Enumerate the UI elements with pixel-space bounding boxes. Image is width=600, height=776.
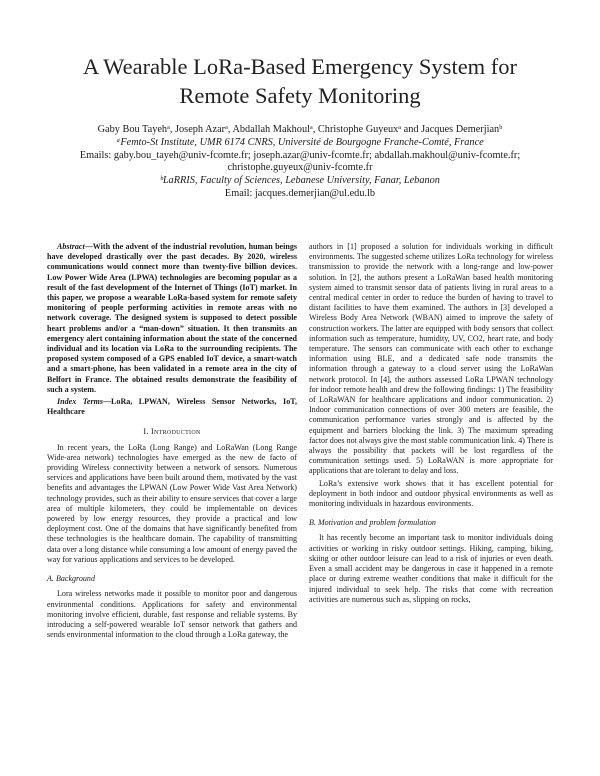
- intro-paragraph: In recent years, the LoRa (Long Range) and LoRaWan (Long Range Wide-area network) technologies have emerged as the new de facto of providing Wireless connectivity between a network of sensors. Numerous services and applications have been built around them, motivated by the vast benefits and advantages the LPWAN (Low Power Wide Vast Area Network) technology provides, such as their ability to ensure services that cover a large area of multiple kilometers, they could be implementable on devices powered by low energy resources, they provide a practical and low deployment cost. One of the domains that have significantly benefited from these technologies is the healthcare domain. The capability of transmitting data over a long distance while consuming a low amount of energy paved the way for various applications and services to be developed.: [47, 442, 297, 564]
- background-paragraph: Lora wireless networks made it possible to monitor poor and dangerous environmental conditions. Applications for safety and environmental monitoring involve efficient, durable, fast response and reliable systems. By introducing a self-powered wearable IoT sensor network that gathers and sends environmental information to the cloud through a LoRa gateway, the: [47, 589, 297, 640]
- paper-title: [20, 52, 580, 110]
- motivation-paragraph: It has recently become an important task to monitor individuals doing activities or working in risky outdoor settings. Hiking, camping, biking, skiing or other outdoor leisure can lead to a risk of injuries or even death. Even a small accident may be dangerous in case it happened in a remote place or during extreme weather conditions that make it difficult for the injured individual to seek help. The risks that come with recreation activities are numerous such as, slipping on rocks,: [309, 533, 553, 604]
- affiliation-a: ᵃFemto-St Institute, UMR 6174 CNRS, Université de Bourgogne Franche-Comté, France: [116, 136, 484, 148]
- email-b: Email: jacques.demerjian@ul.edu.lb: [224, 187, 376, 199]
- abstract-label: Abstract: [57, 242, 85, 251]
- author-block: [20, 124, 580, 201]
- section-heading-introduction: I. Introduction: [143, 427, 201, 437]
- abstract: [47, 242, 297, 395]
- title-line-2: Remote Safety Monitoring: [179, 83, 421, 108]
- right-column: [309, 242, 553, 605]
- subsection-heading-motivation: B. Motivation and problem formulation: [309, 518, 436, 528]
- left-column: [47, 242, 297, 640]
- abstract-text: —With the advent of the industrial revolution, human beings have developed drastically over the past decades. By 2020, wireless communications would connect more than twenty-five billion devices. Low Power Wide Area (LPWA) technologies are becoming popular as a result of the fast development of the Internet of Things (IoT) market. In this paper, we propose a wearable LoRa-based system for remote safety monitoring of people performing activities in remote areas with no network coverage. The designed system is supposed to detect possible heart problems and/or a “man-down” situation. It then transmits an emergency alert containing information about the state of the concerned individual and its location via LoRa to the surrounding recipients. The proposed system composed of a GPS enabled IoT device, a smart-watch and a smart-phone, has been validated in a remote area in the city of Belfort in France. The obtained results demonstrate the feasibility of such a system.: [47, 242, 297, 394]
- affiliation-b: ᵇLaRRIS, Faculty of Sciences, Lebanese University, Fanar, Lebanon: [160, 175, 440, 187]
- index-terms-text: —LoRa, LPWAN, Wireless Sensor Networks, IoT, Healthcare: [47, 397, 297, 417]
- related-work-paragraph: authors in [1] proposed a solution for individuals working in difficult environments. The suggested scheme utilizes LoRa technology for wireless transmission to provide the network with a long-range and low-power solution. In [2], the authors present a LoRaWan based health monitoring system aimed to transmit sensor data of patients living in rural areas to a central medical center in order to reduce the burden of having to travel to distant facilities to have them examined. The authors in [3] developed a Wireless Body Area Network (WBAN) aimed to improve the safety of construction workers. The latter are equipped with body sensors that collect information such as temperature, humidity, UV, CO2, heart rate, and body temperature. The sensors can communicate with each other to exchange information using BLE, and a dedicated safe node transmits the information through a gateway to a cloud server using the LoRaWan network protocol. In [4], the authors assessed LoRa LPWAN technology for indoor remote health and drew the following findings: 1) The feasibility of LoRaWAN for healthcare applications and indoor communication. 2) Indoor communication connections of over 300 meters are feasible, the communication performance varies strongly and is affected by the equipment and barriers blocking the link. 3) The maximum spreading factor does not always give the most stable communication link. 4) There is always the possibility that packets will be lost regardless of the communication settings used. 5) LoRaWAN is more appropriate for applications that are tolerant to delay and loss.: [309, 242, 553, 476]
- emails-a-line-1: Emails: gaby.bou_tayeh@univ-fcomte.fr; joseph.azar@univ-fcomte.fr; abdallah.makhoul@univ-fcomte.fr;: [79, 149, 521, 161]
- emails-a-line-2: christophe.guyeux@univ-fcomte.fr: [227, 162, 373, 174]
- subsection-heading-background: A. Background: [47, 574, 95, 584]
- title-line-1: A Wearable LoRa-Based Emergency System for: [82, 54, 518, 79]
- author-list: Gaby Bou Tayehᵃ, Joseph Azarᵃ, Abdallah Makhoulᵃ, Christophe Guyeuxᵃ and Jacques Demerjianᵇ: [97, 124, 503, 135]
- index-terms-label: Index Terms: [57, 397, 103, 407]
- lora-summary-paragraph: LoRa’s extensive work shows that it has excellent potential for deployment in both indoor and outdoor physical environments as well as monitoring individuals in hazardous environments.: [309, 478, 553, 509]
- index-terms: [47, 397, 297, 417]
